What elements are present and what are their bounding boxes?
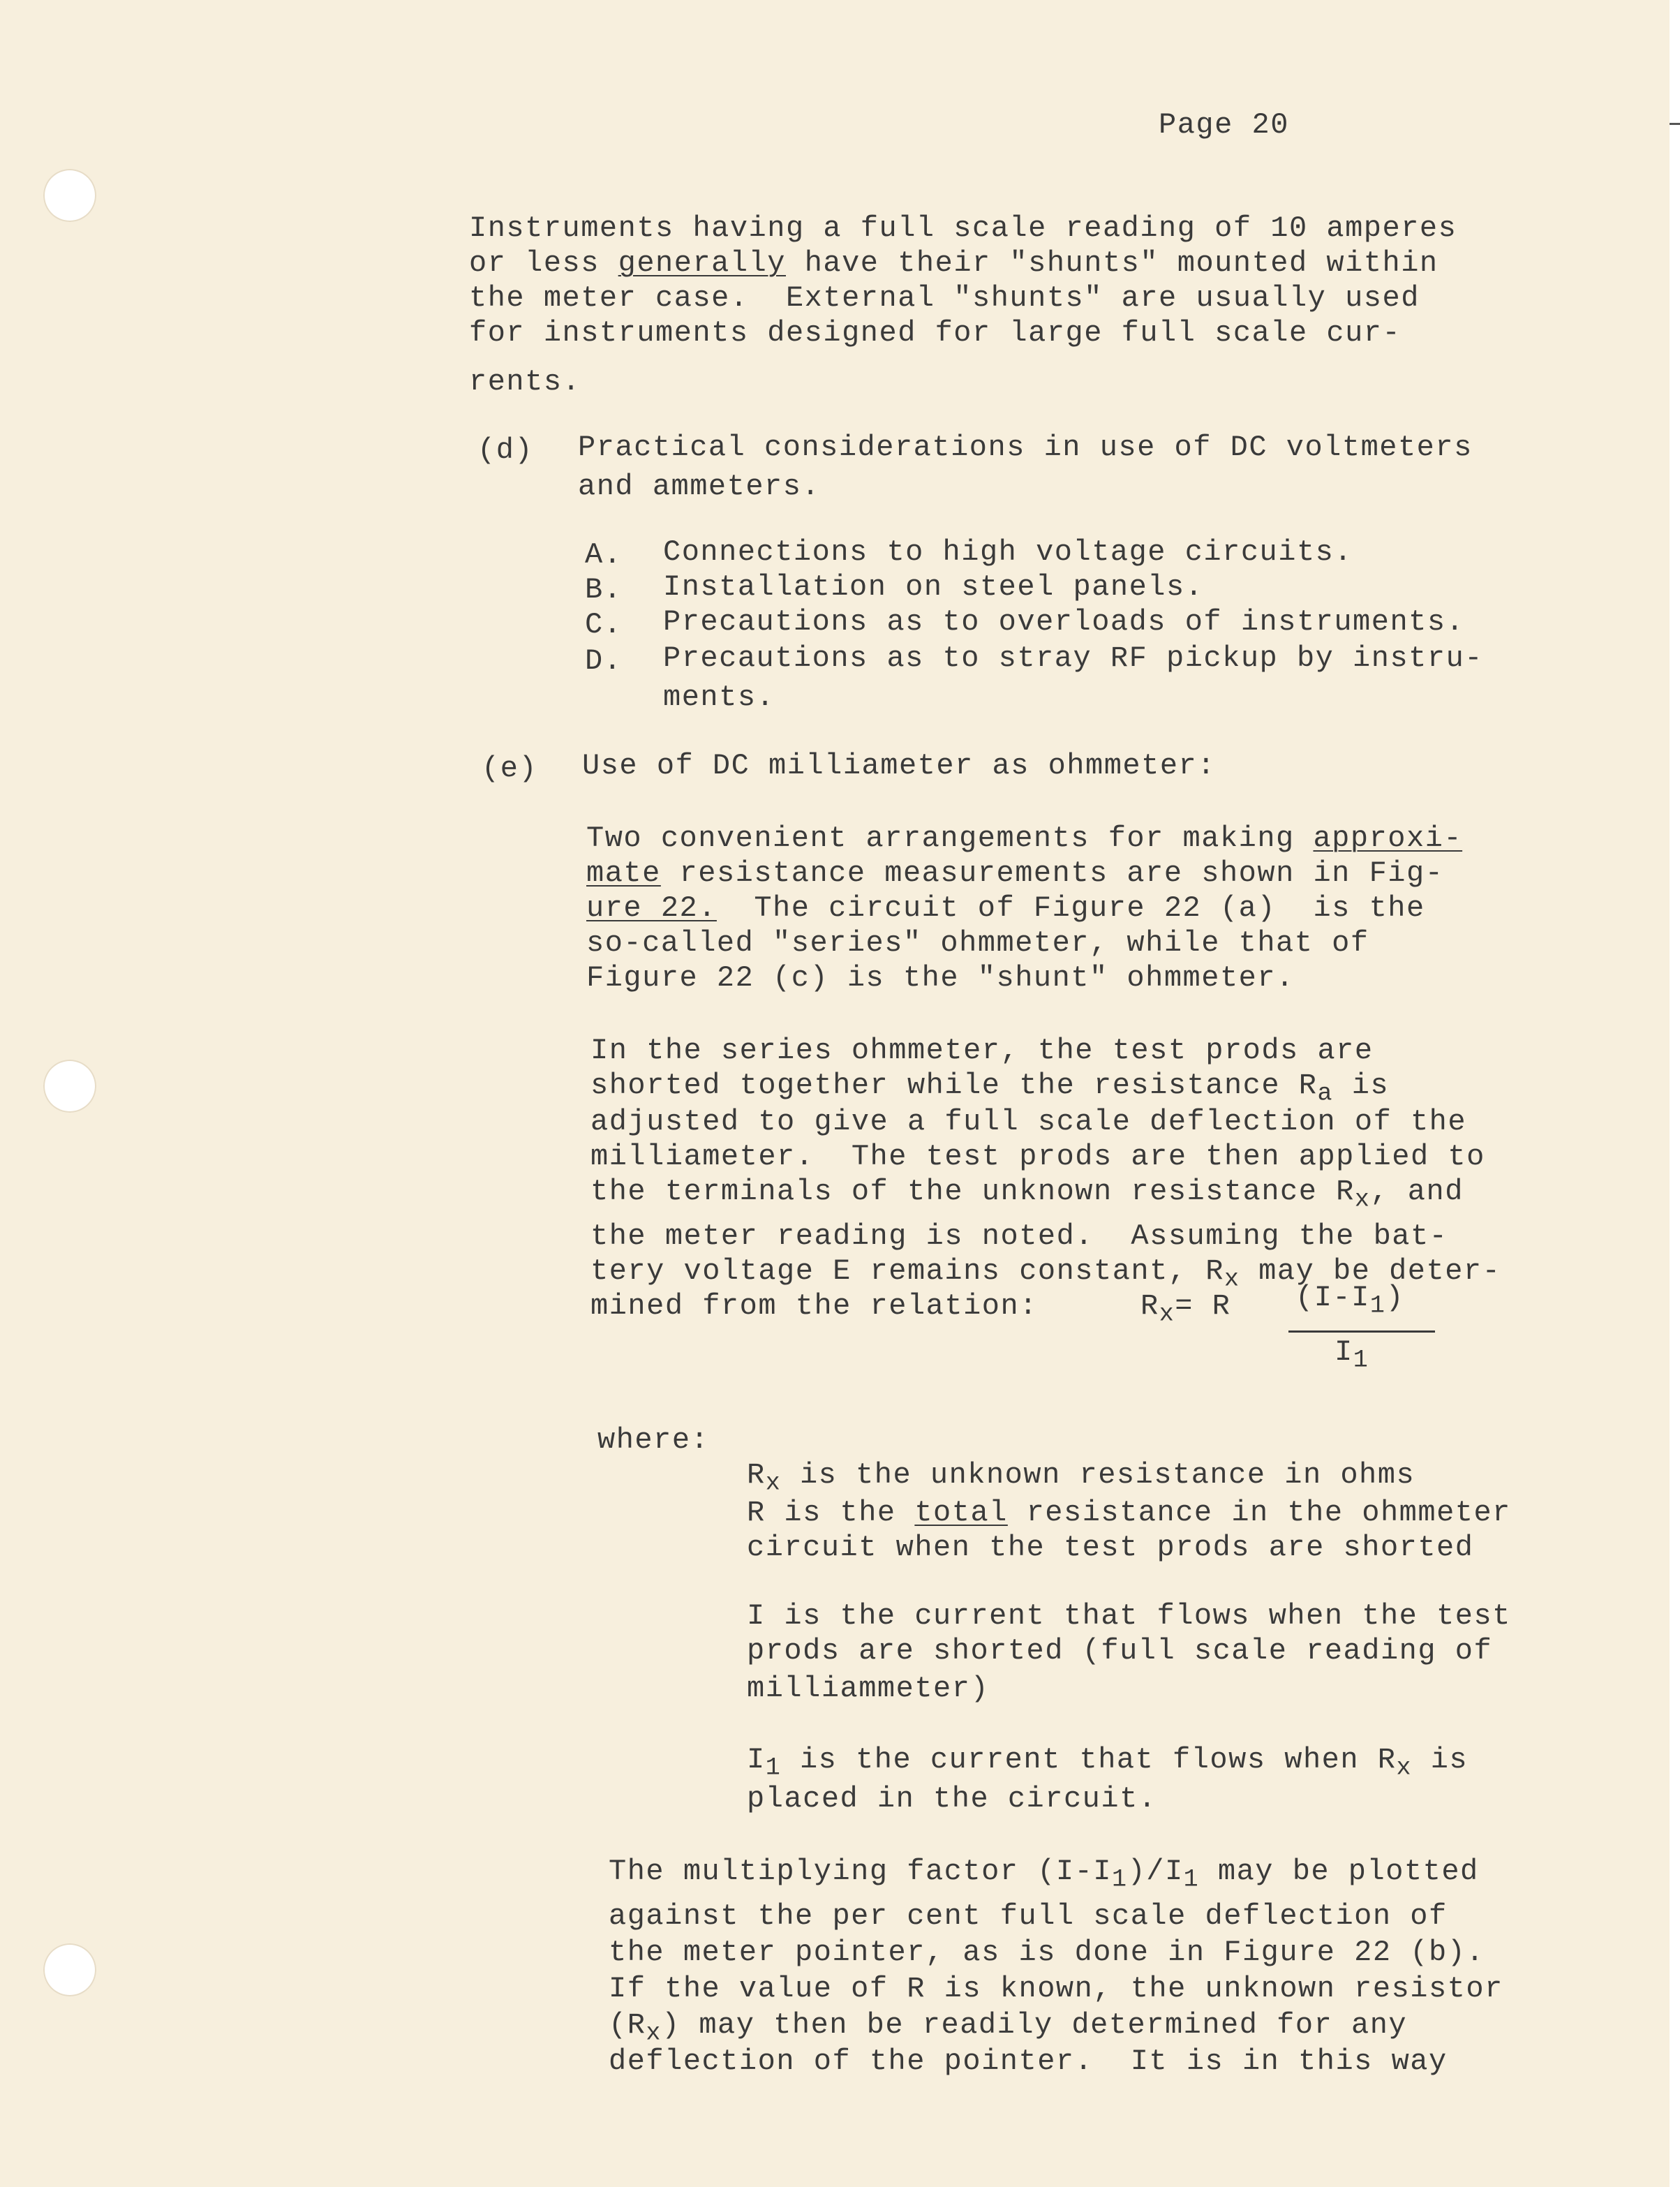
def-i1-line-2: placed in the circuit. — [747, 1782, 1157, 1816]
para2-line-6: the meter reading is noted. Assuming the bat- — [590, 1219, 1448, 1253]
intro-line-1: Instruments having a full scale reading of 10 amperes — [469, 212, 1457, 245]
binder-hole-top — [43, 169, 96, 222]
def-i-line-2: prods are shorted (full scale reading of — [747, 1634, 1493, 1668]
list-item-c: Precautions as to overloads of instruments. — [663, 605, 1465, 639]
list-item-d: Precautions as to stray RF pickup by instru- — [663, 642, 1483, 675]
def-i1-line-1: $I_1$ is the current that flows when $R_x$ is — [747, 1743, 1469, 1782]
para1-line-2: mate resistance measurements are shown in Fig- — [586, 857, 1444, 890]
def-r-line-1: R is the total resistance in the ohmmeter — [747, 1496, 1511, 1529]
page-number: Page 20 — [1159, 108, 1289, 142]
list-letter-c: C. — [585, 608, 623, 642]
formula-denominator: $I_1$ — [1335, 1335, 1369, 1374]
para1-line-5: Figure 22 (c) is the "shunt" ohmmeter. — [586, 961, 1295, 995]
intro-line-3: the meter case. External "shunts" are usually used — [469, 281, 1420, 315]
para3-line-5: $(R_x)$ may then be readily determined for any — [609, 2008, 1408, 2047]
para2-line-8: mined from the relation: — [590, 1289, 1038, 1323]
para1-line-3: ure 22. The circuit of Figure 22 (a) is the — [586, 891, 1425, 925]
intro-line-4: for instruments designed for large full scale cur- — [469, 316, 1402, 350]
list-letter-d: D. — [585, 644, 623, 678]
def-r-line-2: circuit when the test prods are shorted — [747, 1531, 1474, 1564]
list-item-d-continued: ments. — [663, 681, 775, 714]
para2-line-2: shorted together while the resistance $R_a$ is — [590, 1069, 1390, 1108]
list-item-a: Connections to high voltage circuits. — [663, 535, 1353, 569]
para1-line-4: so-called "series" ohmmeter, while that of — [586, 926, 1369, 960]
para3-line-6: deflection of the pointer. It is in this way — [609, 2045, 1448, 2078]
para3-line-4: If the value of R is known, the unknown resistor — [609, 1972, 1503, 2006]
para2-line-5: the terminals of the unknown resistance $R_x$, and — [590, 1175, 1464, 1214]
formula-numerator: $(I-I_1)$ — [1295, 1281, 1405, 1320]
list-item-b: Installation on steel panels. — [663, 570, 1204, 604]
binder-hole-middle — [43, 1060, 96, 1113]
intro-line-5: rents. — [469, 365, 581, 399]
def-i-line-3: milliammeter) — [747, 1672, 990, 1705]
para3-line-2: against the per cent full scale deflection of — [609, 1899, 1448, 1933]
list-letter-a: A. — [585, 538, 623, 572]
section-d-line-2: and ammeters. — [578, 470, 821, 503]
para1-line-1: Two convenient arrangements for making approxi- — [586, 822, 1463, 855]
intro-line-2: or less generally have their "shunts" mounted within — [469, 246, 1439, 280]
def-rx: $R_x$ is the unknown resistance in ohms — [747, 1458, 1415, 1497]
section-e-heading: Use of DC milliameter as ohmmeter: — [582, 749, 1216, 783]
para2-line-7: tery voltage E remains constant, $R_x$ may be deter- — [590, 1254, 1501, 1293]
where-label: where: — [597, 1423, 710, 1457]
para2-line-1: In the series ohmmeter, the test prods are — [590, 1034, 1374, 1067]
def-i-line-1: I is the current that flows when the test — [747, 1599, 1511, 1633]
binder-hole-bottom — [43, 1943, 96, 1996]
section-d-label: (d) — [477, 433, 534, 467]
formula-lhs: $R_x= R$ — [1140, 1289, 1231, 1328]
list-letter-b: B. — [585, 573, 623, 607]
para3-line-3: the meter pointer, as is done in Figure 22 (b). — [609, 1936, 1485, 1969]
edge-mark — [1670, 123, 1680, 125]
para3-line-1: The multiplying factor $(I-I_1)/I_1$ may be plotted — [609, 1855, 1479, 1894]
para2-line-4: milliameter. The test prods are then applied to — [590, 1140, 1485, 1173]
para2-line-3: adjusted to give a full scale deflection of the — [590, 1105, 1467, 1139]
fraction-bar — [1288, 1330, 1435, 1333]
section-d-line-1: Practical considerations in use of DC voltmeters — [578, 431, 1473, 464]
section-e-label: (e) — [482, 752, 538, 785]
page-edge — [1670, 0, 1680, 2187]
